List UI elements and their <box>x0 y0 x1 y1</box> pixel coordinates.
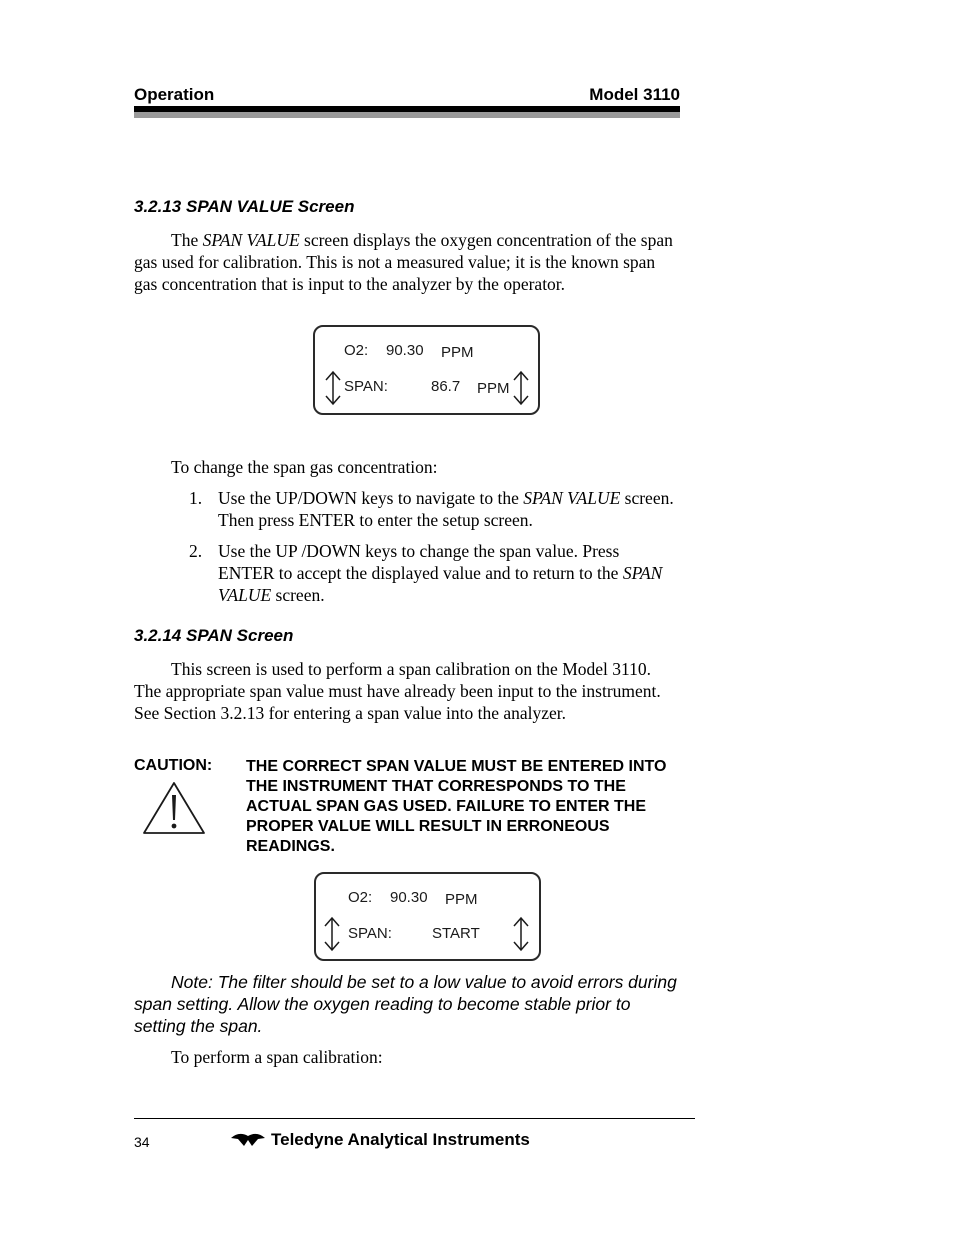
section-heading-3213: 3.2.13 SPAN VALUE Screen <box>134 197 355 216</box>
page-number: 34 <box>134 1134 150 1150</box>
teledyne-logo-icon <box>230 1131 266 1147</box>
intro-text: To change the span gas concentration: <box>171 457 438 477</box>
up-down-arrow-icon <box>323 370 343 406</box>
para-post: screen displays the oxygen concentration of the span gas used for calibration. This is not a measured value; it is the known span gas concentration that is input to the analyzer by the operator. <box>134 230 673 294</box>
step-1-number: 1. <box>189 488 203 508</box>
span-value-lcd-screen <box>313 325 540 415</box>
step-1-em: SPAN VALUE <box>523 488 621 508</box>
lcd-span-value: START <box>432 925 480 942</box>
span-start-lcd-screen <box>314 872 541 961</box>
lcd-o2-label: O2: <box>348 889 373 906</box>
up-down-arrow-icon <box>511 370 531 406</box>
footer-brand: Teledyne Analytical Instruments <box>271 1130 530 1149</box>
step-1-pre: Use the UP/DOWN keys to navigate to the <box>218 488 524 508</box>
step-2-em: SPAN VALUE <box>218 563 663 605</box>
note-paragraph <box>134 971 680 1037</box>
lcd-span-unit: PPM <box>477 380 510 397</box>
up-down-arrow-icon <box>322 916 342 952</box>
para-em: SPAN VALUE <box>202 230 300 250</box>
step-1-text <box>218 487 680 531</box>
step-1-post: screen. Then press ENTER to enter the setup screen. <box>218 488 674 530</box>
lcd-o2-unit: PPM <box>441 344 474 361</box>
header-section-title: Operation <box>134 85 215 104</box>
caution-text: THE CORRECT SPAN VALUE MUST BE ENTERED INTO THE INSTRUMENT THAT CORRESPONDS TO THE ACTUAL SPAN GAS USED. FAILURE TO ENTER THE PROPER VALUE WILL RESULT IN ERRONEOUS READINGS. <box>246 758 667 855</box>
lcd-o2-unit: PPM <box>445 891 478 908</box>
step-2-post: screen. <box>271 585 325 605</box>
section-3214-paragraph <box>134 658 680 724</box>
section-3213-paragraph <box>134 229 680 295</box>
para-text: This screen is used to perform a span calibration on the Model 3110. The appropriate span value must have already been input to the instrument. See Section 3.2.13 for entering a span value into the analyzer. <box>134 659 661 723</box>
caution-label: CAUTION: <box>134 757 213 774</box>
lcd-span-label: SPAN: <box>344 378 388 395</box>
footer-rule <box>134 1118 695 1119</box>
lcd-o2-label: O2: <box>344 342 369 359</box>
lcd-o2-value: 90.30 <box>386 342 424 359</box>
para-pre: The <box>171 230 203 250</box>
warning-triangle-icon <box>142 780 206 836</box>
lcd-span-value: 86.7 <box>431 378 461 395</box>
step-2-pre: Use the UP /DOWN keys to change the span value. Press ENTER to accept the displayed value and to return to the <box>218 541 623 583</box>
step-2-text <box>218 540 680 606</box>
header-rule-shadow <box>134 112 680 118</box>
up-down-arrow-icon <box>511 916 531 952</box>
lcd-o2-value: 90.30 <box>390 889 428 906</box>
section-heading-3214: 3.2.14 SPAN Screen <box>134 626 294 645</box>
perform-span-intro <box>134 1046 680 1068</box>
outro-text: To perform a span calibration: <box>171 1047 383 1067</box>
note-text: Note: The filter should be set to a low value to avoid errors during span setting. Allow the oxygen reading to become stable prior to setting the span. <box>134 972 677 1036</box>
change-span-intro <box>134 456 680 478</box>
step-2-number: 2. <box>189 541 203 561</box>
lcd-span-label: SPAN: <box>348 925 392 942</box>
header-model: Model 3110 <box>589 85 680 104</box>
